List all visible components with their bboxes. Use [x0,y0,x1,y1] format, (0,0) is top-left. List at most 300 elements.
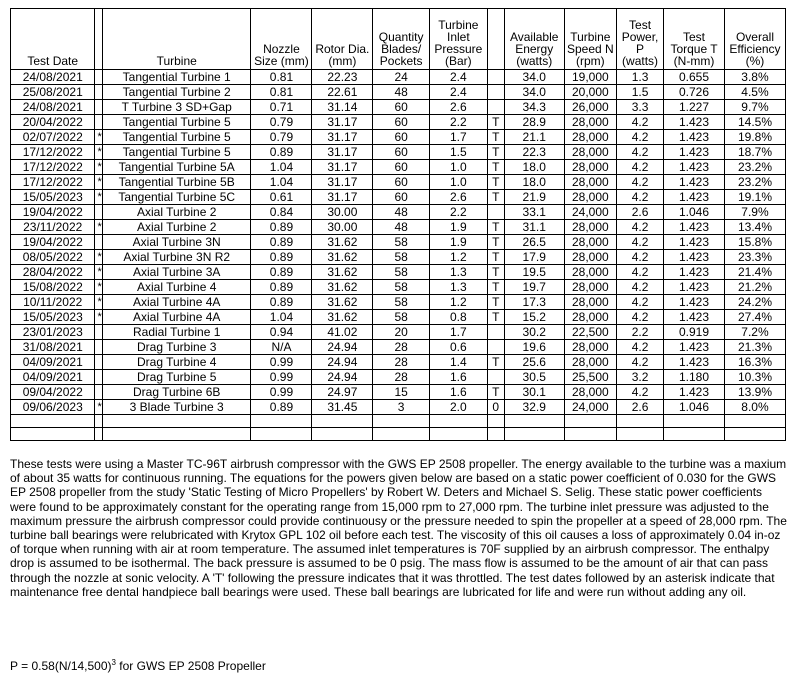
cell-nozzle-size: 0.99 [251,355,312,370]
blank-cell [312,428,373,441]
cell-inlet-pressure: 1.2 [429,250,487,265]
cell-inlet-pressure: 0.8 [429,310,487,325]
cell-throttle-flag [487,205,504,220]
cell-rotor-dia: 31.17 [312,115,373,130]
cell-inlet-pressure: 1.3 [429,265,487,280]
cell-test-torque: 1.423 [664,220,725,235]
cell-test-torque: 1.423 [664,385,725,400]
cell-test-torque: 1.423 [664,295,725,310]
cell-throttle-flag: T [487,265,504,280]
table-row [11,130,786,145]
cell-test-power: 4.2 [617,160,664,175]
blank-cell [11,415,95,428]
cell-turbine: Tangential Turbine 5A [102,160,251,175]
cell-rotor-dia: 31.62 [312,310,373,325]
cell-turbine: Tangential Turbine 5B [102,175,251,190]
cell-rotor-dia: 31.17 [312,130,373,145]
cell-efficiency: 8.0% [724,400,785,415]
cell-bearing-marker [95,355,102,370]
formula-exponent: 3 [111,658,116,667]
cell-turbine: Tangential Turbine 5C [102,190,251,205]
cell-test-torque: 1.423 [664,175,725,190]
header-nozzle-size: Nozzle Size (mm) [251,9,312,70]
cell-efficiency: 19.1% [724,190,785,205]
cell-throttle-flag: T [487,235,504,250]
cell-available-energy: 30.5 [504,370,564,385]
cell-efficiency: 4.5% [724,85,785,100]
cell-available-energy: 18.0 [504,175,564,190]
cell-throttle-flag: T [487,385,504,400]
cell-nozzle-size: 0.71 [251,100,312,115]
blank-cell [429,415,487,428]
cell-rotor-dia: 24.97 [312,385,373,400]
cell-bearing-marker: * [95,400,102,415]
cell-bearing-marker: * [95,295,102,310]
table-row [11,145,786,160]
cell-nozzle-size: 0.79 [251,130,312,145]
cell-rotor-dia: 31.62 [312,250,373,265]
cell-nozzle-size: 0.99 [251,385,312,400]
cell-test-date: 23/01/2023 [11,325,95,340]
cell-nozzle-size: 0.81 [251,85,312,100]
cell-turbine: Axial Turbine 4A [102,310,251,325]
cell-throttle-flag [487,370,504,385]
table-row [11,175,786,190]
cell-throttle-flag: T [487,115,504,130]
header-throttle-flag [487,9,504,70]
cell-turbine-speed: 28,000 [564,220,616,235]
table-row [11,85,786,100]
cell-available-energy: 21.9 [504,190,564,205]
cell-available-energy: 19.7 [504,280,564,295]
header-turbine-speed: Turbine Speed N (rpm) [564,9,616,70]
formula-prefix: P = 0.58(N/14,500) [10,659,112,673]
cell-test-power: 1.5 [617,85,664,100]
cell-test-power: 4.2 [617,175,664,190]
cell-turbine-speed: 28,000 [564,160,616,175]
table-row [11,280,786,295]
cell-turbine: Axial Turbine 4 [102,280,251,295]
cell-inlet-pressure: 1.9 [429,235,487,250]
blank-cell [102,428,251,441]
header-available-energy: Available Energy (watts) [504,9,564,70]
cell-bearing-marker: * [95,175,102,190]
cell-nozzle-size: 1.04 [251,160,312,175]
cell-turbine-speed: 22,500 [564,325,616,340]
cell-nozzle-size: 0.89 [251,235,312,250]
cell-turbine-speed: 24,000 [564,400,616,415]
cell-turbine: Drag Turbine 3 [102,340,251,355]
cell-bearing-marker: * [95,130,102,145]
blank-cell [664,428,725,441]
cell-throttle-flag: T [487,175,504,190]
cell-test-date: 02/07/2022 [11,130,95,145]
cell-turbine-speed: 28,000 [564,265,616,280]
cell-test-date: 19/04/2022 [11,205,95,220]
cell-available-energy: 17.9 [504,250,564,265]
cell-inlet-pressure: 2.4 [429,70,487,85]
blank-cell [95,428,102,441]
cell-throttle-flag [487,85,504,100]
cell-throttle-flag [487,340,504,355]
cell-efficiency: 18.7% [724,145,785,160]
cell-turbine: Axial Turbine 3A [102,265,251,280]
cell-inlet-pressure: 1.3 [429,280,487,295]
table-row [11,370,786,385]
header-inlet-pressure: Turbine Inlet Pressure (Bar) [429,9,487,70]
cell-nozzle-size: 0.94 [251,325,312,340]
cell-turbine-speed: 25,500 [564,370,616,385]
header-test-power: Test Power, P (watts) [617,9,664,70]
cell-turbine: Tangential Turbine 2 [102,85,251,100]
cell-inlet-pressure: 2.0 [429,400,487,415]
cell-test-date: 17/12/2022 [11,175,95,190]
cell-bearing-marker [95,235,102,250]
cell-efficiency: 21.4% [724,265,785,280]
cell-test-power: 2.2 [617,325,664,340]
cell-available-energy: 18.0 [504,160,564,175]
table-row [11,100,786,115]
cell-test-torque: 0.726 [664,85,725,100]
cell-test-torque: 1.046 [664,400,725,415]
cell-bearing-marker [95,340,102,355]
cell-test-power: 4.2 [617,355,664,370]
table-row [11,250,786,265]
cell-throttle-flag: T [487,190,504,205]
cell-bearing-marker: * [95,265,102,280]
cell-rotor-dia: 22.61 [312,85,373,100]
cell-test-date: 09/04/2022 [11,385,95,400]
cell-efficiency: 19.8% [724,130,785,145]
cell-efficiency: 13.4% [724,220,785,235]
cell-throttle-flag: 0 [487,400,504,415]
cell-nozzle-size: 0.89 [251,220,312,235]
cell-turbine: Axial Turbine 2 [102,220,251,235]
cell-turbine-speed: 28,000 [564,190,616,205]
cell-test-date: 17/12/2022 [11,160,95,175]
cell-test-torque: 1.046 [664,205,725,220]
cell-inlet-pressure: 1.0 [429,175,487,190]
cell-throttle-flag: T [487,295,504,310]
cell-efficiency: 24.2% [724,295,785,310]
cell-blades: 58 [373,250,430,265]
cell-efficiency: 9.7% [724,100,785,115]
cell-test-torque: 1.423 [664,250,725,265]
cell-bearing-marker [95,370,102,385]
header-test-date: Test Date [11,9,95,70]
cell-rotor-dia: 31.45 [312,400,373,415]
cell-test-date: 04/09/2021 [11,370,95,385]
blank-cell [664,415,725,428]
cell-turbine-speed: 28,000 [564,295,616,310]
cell-efficiency: 14.5% [724,115,785,130]
cell-inlet-pressure: 2.6 [429,100,487,115]
cell-nozzle-size: 0.89 [251,295,312,310]
cell-blades: 48 [373,220,430,235]
cell-turbine-speed: 28,000 [564,175,616,190]
cell-rotor-dia: 24.94 [312,355,373,370]
cell-efficiency: 15.8% [724,235,785,250]
cell-rotor-dia: 31.17 [312,160,373,175]
cell-nozzle-size: 0.81 [251,70,312,85]
cell-bearing-marker [95,85,102,100]
cell-bearing-marker: * [95,310,102,325]
cell-test-power: 4.2 [617,130,664,145]
cell-rotor-dia: 22.23 [312,70,373,85]
cell-bearing-marker [95,70,102,85]
cell-blades: 58 [373,280,430,295]
table-row [11,70,786,85]
cell-nozzle-size: 0.61 [251,190,312,205]
cell-throttle-flag [487,325,504,340]
cell-test-date: 08/05/2022 [11,250,95,265]
cell-test-date: 24/08/2021 [11,100,95,115]
cell-turbine: Tangential Turbine 5 [102,130,251,145]
cell-test-torque: 1.423 [664,340,725,355]
cell-nozzle-size: N/A [251,340,312,355]
blank-cell [11,428,95,441]
cell-turbine-speed: 28,000 [564,340,616,355]
cell-nozzle-size: 1.04 [251,310,312,325]
blank-cell [251,428,312,441]
cell-test-torque: 1.423 [664,310,725,325]
cell-rotor-dia: 30.00 [312,220,373,235]
table-row [11,340,786,355]
cell-available-energy: 21.1 [504,130,564,145]
cell-available-energy: 32.9 [504,400,564,415]
cell-turbine: Axial Turbine 3N R2 [102,250,251,265]
cell-efficiency: 16.3% [724,355,785,370]
cell-test-power: 2.6 [617,400,664,415]
cell-available-energy: 31.1 [504,220,564,235]
cell-test-date: 15/05/2023 [11,190,95,205]
cell-test-power: 4.2 [617,220,664,235]
test-notes: These tests were using a Master TC-96T airbrush compressor with the GWS EP 2508 propeller. The energy available to the turbine was a maxium of about 35 watts for continuous running. The equations for the powers given below are based on a static power coefficient of 0.030 for the GWS EP 2508 propeller from the study 'Static Testing of Micro Propellers' by Robert W. Deters and Michael S. Selig. These static power coefficients were found to be approximately constant for the operating range from 15,000 rpm to 27,000 rpm. The turbine inlet pressure was adjusted to the maximum pressure the airbrush compressor could provide continuousy or the pressure needed to spin the propeller at a speed of 28,000 rpm. The turbine ball bearings were relubricated with Krytox GPL 102 oil before each test. The viscosity of this oil causes a loss of approximately 0.04 in-oz of torque when running with air at room temperature. The assumed inlet temperatures is 70F supplied by an airbrush compressor. The enthalpy drop is assumed to be isothermal. The back pressure is assumed to be 0 psig. The mass flow is assumed to be the amount of air that can pass through the nozzle at sonic velocity. A 'T' following the pressure indicates that it was throttled. The test dates followed by an asterisk indicate that maintenance free dental handpiece ball bearings were used. These ball bearings are lubricated for life and were run without adding any oil. [10,457,787,599]
cell-throttle-flag: T [487,160,504,175]
cell-test-power: 4.2 [617,385,664,400]
cell-available-energy: 26.5 [504,235,564,250]
cell-inlet-pressure: 1.7 [429,130,487,145]
cell-throttle-flag: T [487,280,504,295]
cell-blades: 58 [373,310,430,325]
cell-blades: 60 [373,175,430,190]
cell-test-date: 20/04/2022 [11,115,95,130]
cell-efficiency: 23.3% [724,250,785,265]
cell-available-energy: 25.6 [504,355,564,370]
cell-test-date: 04/09/2021 [11,355,95,370]
cell-throttle-flag: T [487,220,504,235]
blank-row [11,415,786,428]
cell-throttle-flag: T [487,130,504,145]
cell-bearing-marker [95,325,102,340]
cell-throttle-flag: T [487,310,504,325]
cell-blades: 60 [373,130,430,145]
cell-inlet-pressure: 1.5 [429,145,487,160]
cell-blades: 60 [373,145,430,160]
cell-inlet-pressure: 2.2 [429,205,487,220]
table-body [11,70,786,441]
cell-test-power: 3.3 [617,100,664,115]
cell-available-energy: 34.0 [504,85,564,100]
table-row [11,190,786,205]
blank-cell [373,415,430,428]
cell-blades: 60 [373,100,430,115]
cell-turbine: Tangential Turbine 5 [102,145,251,160]
blank-cell [487,428,504,441]
cell-inlet-pressure: 2.4 [429,85,487,100]
blank-cell [564,428,616,441]
cell-test-power: 1.3 [617,70,664,85]
cell-bearing-marker: * [95,190,102,205]
cell-bearing-marker: * [95,145,102,160]
cell-nozzle-size: 0.89 [251,145,312,160]
cell-test-power: 4.2 [617,310,664,325]
cell-inlet-pressure: 1.6 [429,370,487,385]
cell-test-power: 4.2 [617,280,664,295]
cell-test-power: 4.2 [617,190,664,205]
cell-turbine: Drag Turbine 6B [102,385,251,400]
cell-test-power: 4.2 [617,145,664,160]
cell-efficiency: 7.9% [724,205,785,220]
cell-test-torque: 1.423 [664,145,725,160]
blank-cell [617,428,664,441]
blank-cell [487,415,504,428]
blank-cell [373,428,430,441]
cell-bearing-marker: * [95,250,102,265]
blank-cell [564,415,616,428]
cell-rotor-dia: 31.62 [312,280,373,295]
cell-test-power: 4.2 [617,235,664,250]
cell-rotor-dia: 24.94 [312,370,373,385]
cell-test-date: 31/08/2021 [11,340,95,355]
blank-cell [617,415,664,428]
cell-test-power: 3.2 [617,370,664,385]
cell-inlet-pressure: 2.2 [429,115,487,130]
table-row [11,220,786,235]
cell-available-energy: 19.6 [504,340,564,355]
cell-test-torque: 1.227 [664,100,725,115]
header-rotor-dia: Rotor Dia. (mm) [312,9,373,70]
cell-blades: 58 [373,235,430,250]
cell-efficiency: 7.2% [724,325,785,340]
cell-blades: 28 [373,370,430,385]
header-turbine: Turbine [102,9,251,70]
cell-blades: 60 [373,115,430,130]
table-row [11,205,786,220]
cell-test-power: 4.2 [617,340,664,355]
cell-nozzle-size: 1.04 [251,175,312,190]
cell-efficiency: 23.2% [724,175,785,190]
cell-test-date: 09/06/2023 [11,400,95,415]
table-row [11,265,786,280]
cell-efficiency: 21.3% [724,340,785,355]
blank-row [11,428,786,441]
power-formula [10,658,266,673]
cell-efficiency: 21.2% [724,280,785,295]
cell-test-date: 15/05/2023 [11,310,95,325]
table-row [11,235,786,250]
cell-blades: 15 [373,385,430,400]
cell-turbine: Radial Turbine 1 [102,325,251,340]
cell-rotor-dia: 41.02 [312,325,373,340]
cell-available-energy: 33.1 [504,205,564,220]
cell-nozzle-size: 0.89 [251,250,312,265]
blank-cell [429,428,487,441]
cell-test-date: 15/08/2022 [11,280,95,295]
cell-turbine-speed: 26,000 [564,100,616,115]
cell-rotor-dia: 31.14 [312,100,373,115]
cell-efficiency: 10.3% [724,370,785,385]
cell-turbine: Axial Turbine 2 [102,205,251,220]
cell-rotor-dia: 31.17 [312,175,373,190]
cell-blades: 20 [373,325,430,340]
cell-available-energy: 30.1 [504,385,564,400]
cell-blades: 60 [373,190,430,205]
cell-available-energy: 15.2 [504,310,564,325]
cell-efficiency: 27.4% [724,310,785,325]
cell-test-date: 23/11/2022 [11,220,95,235]
cell-test-power: 4.2 [617,115,664,130]
cell-available-energy: 22.3 [504,145,564,160]
table-row [11,310,786,325]
cell-turbine-speed: 24,000 [564,205,616,220]
cell-turbine-speed: 28,000 [564,385,616,400]
cell-available-energy: 30.2 [504,325,564,340]
table-row [11,115,786,130]
cell-turbine: Drag Turbine 4 [102,355,251,370]
cell-turbine-speed: 28,000 [564,130,616,145]
cell-turbine: Axial Turbine 3N [102,235,251,250]
cell-available-energy: 28.9 [504,115,564,130]
cell-test-torque: 0.655 [664,70,725,85]
cell-turbine: T Turbine 3 SD+Gap [102,100,251,115]
cell-rotor-dia: 31.17 [312,145,373,160]
blank-cell [724,415,785,428]
cell-rotor-dia: 31.62 [312,295,373,310]
cell-test-torque: 1.423 [664,265,725,280]
cell-bearing-marker: * [95,280,102,295]
table-row [11,295,786,310]
cell-bearing-marker: * [95,160,102,175]
cell-throttle-flag: T [487,355,504,370]
cell-efficiency: 13.9% [724,385,785,400]
cell-turbine-speed: 28,000 [564,310,616,325]
cell-blades: 3 [373,400,430,415]
cell-turbine-speed: 28,000 [564,235,616,250]
blank-cell [724,428,785,441]
header-marker [95,9,102,70]
table-row [11,385,786,400]
cell-turbine-speed: 28,000 [564,250,616,265]
cell-test-power: 2.6 [617,205,664,220]
cell-nozzle-size: 0.89 [251,280,312,295]
blank-cell [504,428,564,441]
cell-inlet-pressure: 1.7 [429,325,487,340]
cell-rotor-dia: 31.62 [312,235,373,250]
cell-test-date: 10/11/2022 [11,295,95,310]
cell-nozzle-size: 0.99 [251,370,312,385]
cell-test-torque: 1.423 [664,280,725,295]
cell-inlet-pressure: 2.6 [429,190,487,205]
cell-turbine-speed: 28,000 [564,280,616,295]
cell-turbine: 3 Blade Turbine 3 [102,400,251,415]
cell-turbine: Tangential Turbine 5 [102,115,251,130]
cell-bearing-marker: * [95,220,102,235]
cell-blades: 60 [373,160,430,175]
cell-test-date: 28/04/2022 [11,265,95,280]
cell-test-torque: 1.180 [664,370,725,385]
cell-nozzle-size: 0.89 [251,265,312,280]
